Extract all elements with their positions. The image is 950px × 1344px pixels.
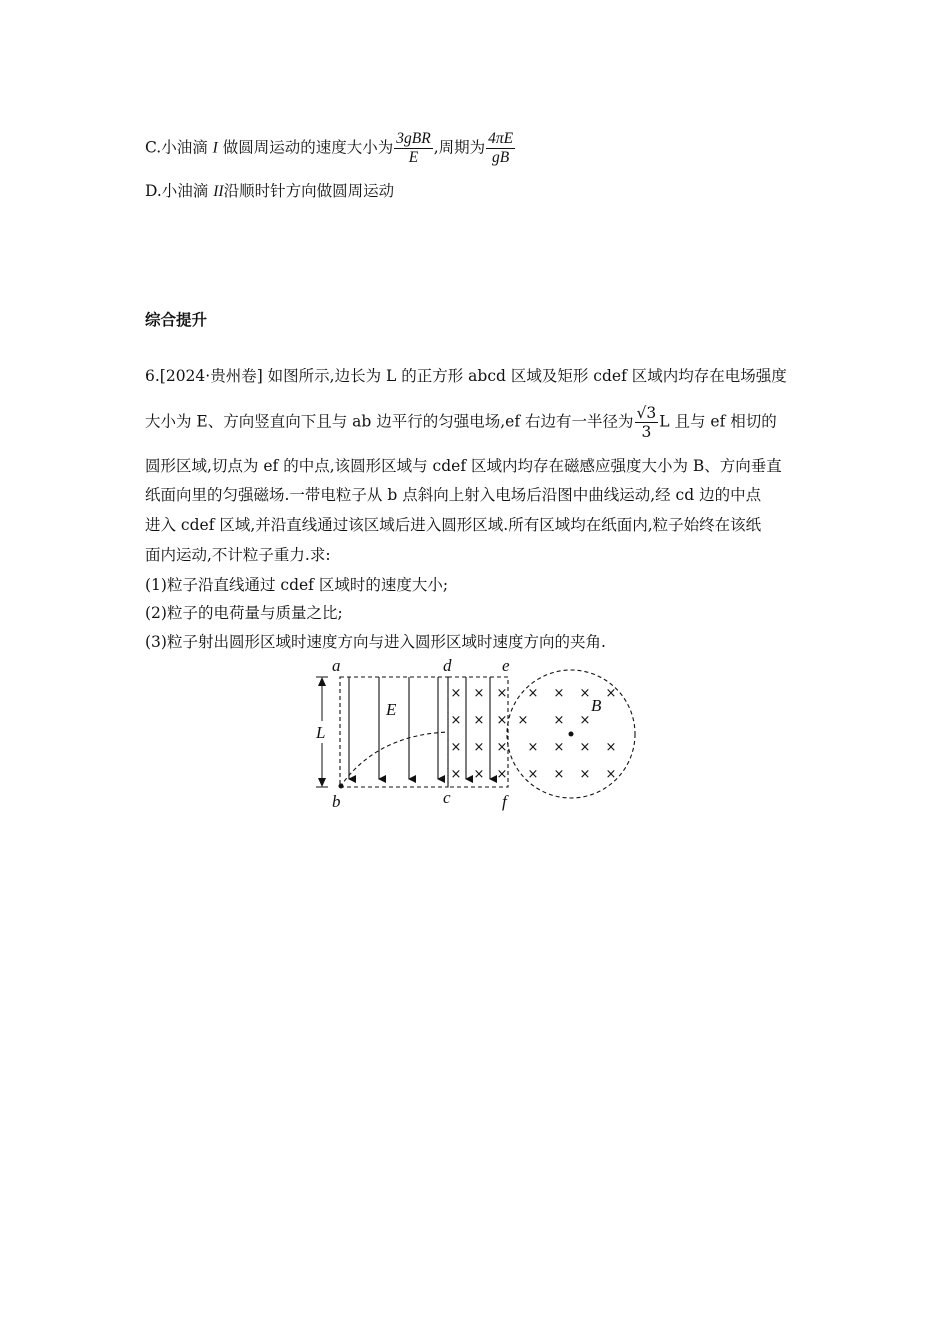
question-1: (1)粒子沿直线通过 cdef 区域时的速度大小;: [145, 576, 449, 594]
section-heading: 综合提升: [145, 311, 208, 329]
svg-text:×: ×: [527, 740, 539, 755]
period-fraction: $\frac{4\pi E}{gB}$: [488, 130, 514, 166]
radius-fraction: $\frac{√3}{3}$: [636, 404, 657, 441]
svg-text:×: ×: [450, 740, 462, 755]
svg-text:×: ×: [553, 740, 565, 755]
svg-text:×: ×: [553, 713, 565, 728]
svg-text:×: ×: [517, 713, 529, 728]
svg-text:×: ×: [473, 740, 485, 755]
svg-text:×: ×: [605, 686, 617, 701]
question-3: (3)粒子射出圆形区域时速度方向与进入圆形区域时速度方向的夹角.: [145, 633, 606, 651]
svg-text:×: ×: [553, 686, 565, 701]
svg-text:×: ×: [579, 767, 591, 782]
svg-text:×: ×: [496, 767, 508, 782]
svg-text:×: ×: [496, 686, 508, 701]
label-B: B: [591, 696, 602, 715]
magnetic-field-circle: [518, 686, 617, 782]
point-b: [339, 784, 344, 789]
svg-text:×: ×: [496, 713, 508, 728]
svg-text:×: ×: [579, 686, 591, 701]
label-e: e: [502, 656, 510, 675]
svg-text:×: ×: [579, 740, 591, 755]
svg-text:×: ×: [473, 686, 485, 701]
svg-text:×: ×: [605, 740, 617, 755]
problem-line-6: 面内运动,不计粒子重力.求:: [145, 546, 331, 564]
question-2: (2)粒子的电荷量与质量之比;: [145, 604, 343, 622]
square-abcd: [340, 677, 448, 787]
drop-ii-label: II: [213, 183, 224, 200]
particle-trajectory: [340, 732, 448, 787]
svg-text:×: ×: [450, 686, 462, 701]
svg-text:×: ×: [527, 686, 539, 701]
speed-fraction: $\frac{\text{3gBR}}{E}$: [396, 130, 431, 166]
svg-text:×: ×: [473, 767, 485, 782]
option-c: C.小油滴 I 做圆周运动的速度大小为 $\frac{\text{3gBR}}{E}$ ,周期为 $\frac{4\pi E}{gB}$: [145, 130, 514, 166]
label-L: L: [316, 723, 326, 742]
drop-i-label: I: [212, 139, 218, 157]
svg-text:×: ×: [579, 713, 591, 728]
option-d: D.小油滴 II沿顺时针方向做圆周运动: [145, 182, 395, 200]
problem-line-2: 大小为 E、方向竖直向下且与 ab 边平行的匀强电场,ef 右边有一半径为 $\frac{√3}{3}$ L 且与 ef 相切的: [145, 404, 777, 441]
magnetic-field-cdef: [451, 686, 508, 782]
svg-text:×: ×: [553, 767, 565, 782]
svg-text:×: ×: [473, 713, 485, 728]
svg-text:×: ×: [605, 767, 617, 782]
field-diagram: [306, 655, 646, 815]
label-d: d: [443, 656, 452, 675]
label-b: b: [332, 792, 341, 811]
problem-line-4: 纸面向里的匀强磁场.一带电粒子从 b 点斜向上射入电场后沿图中曲线运动,经 cd 边的中点: [145, 486, 762, 504]
svg-text:×: ×: [527, 767, 539, 782]
svg-text:×: ×: [450, 713, 462, 728]
label-a: a: [332, 656, 341, 675]
label-c: c: [443, 788, 451, 807]
circle-center: [569, 732, 574, 737]
svg-text:×: ×: [450, 767, 462, 782]
problem-line-3: 圆形区域,切点为 ef 的中点,该圆形区域与 cdef 区域内均存在磁感应强度大小为 B、方向垂直: [145, 457, 782, 475]
problem-line-5: 进入 cdef 区域,并沿直线通过该区域后进入圆形区域.所有区域均在纸面内,粒子始终在该纸: [145, 516, 762, 534]
label-E: E: [386, 700, 397, 719]
problem-line-1: 6.[2024·贵州卷] 如图所示,边长为 L 的正方形 abcd 区域及矩形 cdef 区域内均存在电场强度: [145, 367, 787, 385]
svg-text:×: ×: [496, 740, 508, 755]
label-f: f: [502, 792, 507, 811]
electric-field-lines: [349, 677, 490, 779]
